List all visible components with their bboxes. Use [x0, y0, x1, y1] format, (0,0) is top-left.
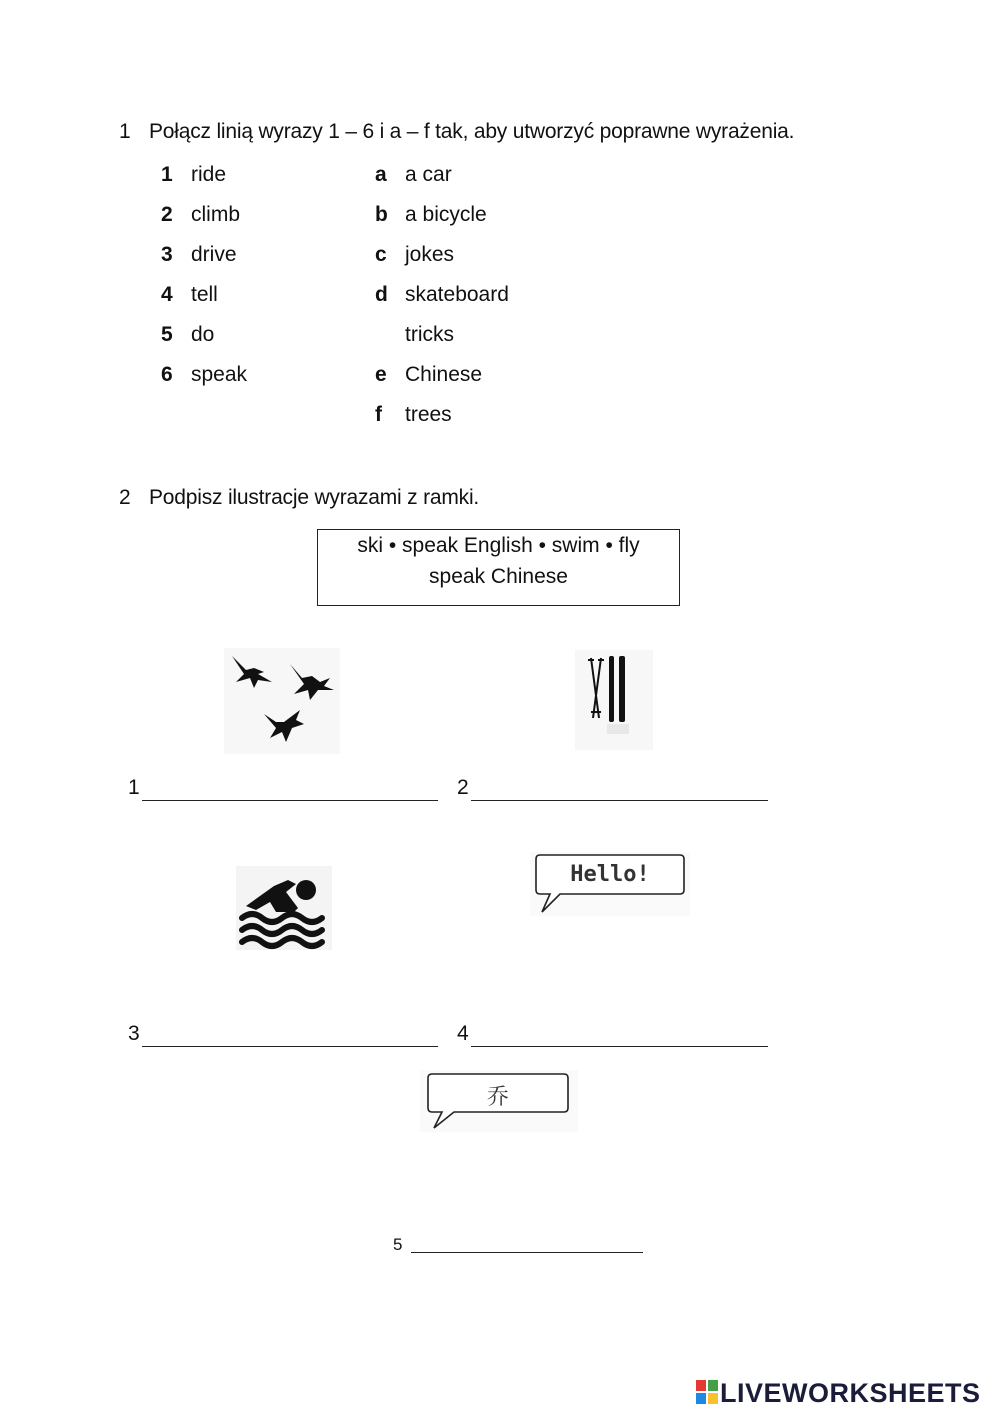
- answer-number: 5: [393, 1235, 403, 1254]
- right-item-letter: f: [375, 403, 382, 426]
- task-1-instruction: Połącz linią wyrazy 1 – 6 i a – f tak, aby utworzyć poprawne wyrażenia.: [149, 120, 795, 143]
- liveworksheets-logo-icon: [696, 1380, 718, 1404]
- answer-number: 2: [457, 776, 469, 799]
- answer-number: 4: [457, 1022, 469, 1045]
- right-item-word: a car: [405, 163, 452, 186]
- answer-line-2[interactable]: [457, 776, 769, 804]
- answer-number: 3: [128, 1022, 140, 1045]
- left-item-number: 6: [161, 363, 173, 386]
- right-item-letter: d: [375, 283, 388, 306]
- right-item-letter: b: [375, 203, 388, 226]
- right-item-letter: c: [375, 243, 387, 266]
- answer-line-3[interactable]: [128, 1022, 440, 1050]
- right-item-word: Chinese: [405, 363, 483, 386]
- left-item-word: speak: [191, 363, 248, 386]
- word-box: [317, 529, 680, 606]
- answer-line-4[interactable]: [457, 1022, 769, 1050]
- left-item-word: do: [191, 323, 215, 346]
- task-2-instruction: Podpisz ilustracje wyrazami z ramki.: [149, 486, 480, 509]
- right-item-word: trees: [405, 403, 452, 426]
- left-item-number: 1: [161, 163, 173, 186]
- task-1-number: 1: [119, 120, 131, 143]
- birds-illustration: [224, 648, 340, 754]
- right-item-word: tricks: [405, 323, 454, 346]
- left-item-number: 2: [161, 203, 173, 226]
- liveworksheets-brand-text: LIVEWORKSHEETS: [720, 1378, 981, 1408]
- task-2-title: [119, 486, 479, 510]
- answer-line-5[interactable]: [393, 1235, 645, 1259]
- left-item-word: ride: [191, 163, 227, 186]
- left-item-number: 4: [161, 283, 173, 306]
- left-item-number: 3: [161, 243, 173, 266]
- answer-underline: [142, 1046, 438, 1047]
- left-item-word: drive: [191, 243, 237, 266]
- chinese-bubble-text: 乔: [486, 1085, 509, 1110]
- answer-underline: [471, 1046, 768, 1047]
- right-item-word: jokes: [405, 243, 455, 266]
- right-item-word: skateboard: [405, 283, 509, 306]
- answer-line-1[interactable]: [128, 776, 440, 804]
- answer-underline: [411, 1252, 643, 1253]
- right-item-letter: e: [375, 363, 387, 386]
- left-item-number: 5: [161, 323, 173, 346]
- word-box-line: ski • speak English • swim • fly: [357, 534, 640, 557]
- swimmer-illustration: [236, 866, 332, 950]
- answer-number: 1: [128, 776, 140, 799]
- left-item-word: tell: [191, 283, 218, 306]
- answer-underline: [142, 800, 438, 801]
- right-item-letter: a: [375, 163, 387, 186]
- hello-bubble-text: Hello!: [570, 862, 650, 887]
- skis-illustration: [575, 650, 653, 750]
- word-box-line: speak Chinese: [429, 565, 568, 588]
- answer-underline: [471, 800, 768, 801]
- task-1-title: [119, 120, 794, 144]
- right-item-word: a bicycle: [405, 203, 487, 226]
- task-2-number: 2: [119, 486, 131, 509]
- left-item-word: climb: [191, 203, 241, 226]
